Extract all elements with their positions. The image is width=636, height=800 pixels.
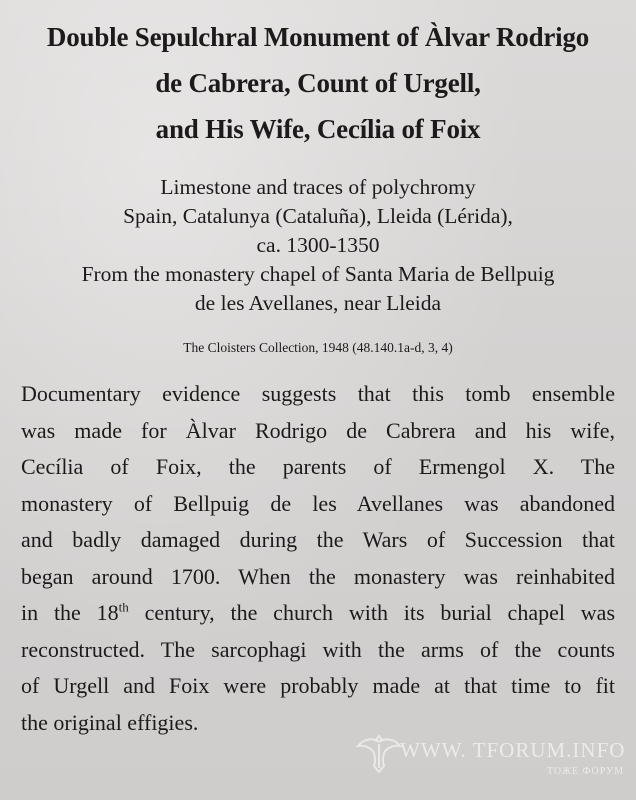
title-line: and His Wife, Cecília of Foix	[155, 114, 481, 144]
description-line: of Urgell and Foix were probably made at that time to fit	[21, 673, 615, 698]
origin-line: Spain, Catalunya (Cataluña), Lleida (Lérida),	[123, 204, 513, 228]
medium-line: Limestone and traces of polychromy	[160, 175, 476, 199]
eagle-logo-icon	[354, 734, 404, 778]
description-fragment: century, the church with its burial chapel was	[128, 600, 615, 625]
provenance-line: de les Avellanes, near Lleida	[194, 291, 442, 315]
site-watermark	[354, 730, 630, 786]
description-line: and badly damaged during the Wars of Succession that	[21, 527, 615, 552]
description-line	[21, 595, 615, 632]
title-line: Double Sepulchral Monument of Àlvar Rodrigo	[46, 22, 590, 52]
object-details	[0, 173, 636, 318]
credit-line: The Cloisters Collection, 1948 (48.140.1a-d, 3, 4)	[183, 340, 453, 355]
label-title	[0, 14, 636, 152]
description-line: Cecília of Foix, the parents of Ermengol X. The	[21, 454, 615, 479]
ordinal-suffix: th	[118, 599, 129, 615]
description-line: reconstructed. The sarcophagi with the arms of the counts	[21, 636, 615, 662]
title-line: de Cabrera, Count of Urgell,	[155, 68, 481, 98]
description-line: was made for Àlvar Rodrigo de Cabrera and his wife,	[21, 417, 615, 443]
watermark-subtext: ТОЖЕ ФОРУМ	[546, 766, 624, 777]
description-line: monastery of Bellpuig de les Avellanes was abandoned	[21, 490, 615, 516]
description-line: began around 1700. When the monastery was reinhabited	[21, 563, 615, 589]
watermark-text: WWW. TFORUM.INFO	[400, 738, 626, 762]
description-line: Documentary evidence suggests that this tomb ensemble	[21, 381, 615, 406]
description-line: the original effigies.	[21, 709, 199, 735]
description-fragment: in the 18	[21, 600, 119, 625]
description-text	[21, 376, 615, 741]
provenance-line: From the monastery chapel of Santa Maria de Bellpuig	[81, 262, 555, 286]
date-line: ca. 1300-1350	[256, 233, 380, 257]
